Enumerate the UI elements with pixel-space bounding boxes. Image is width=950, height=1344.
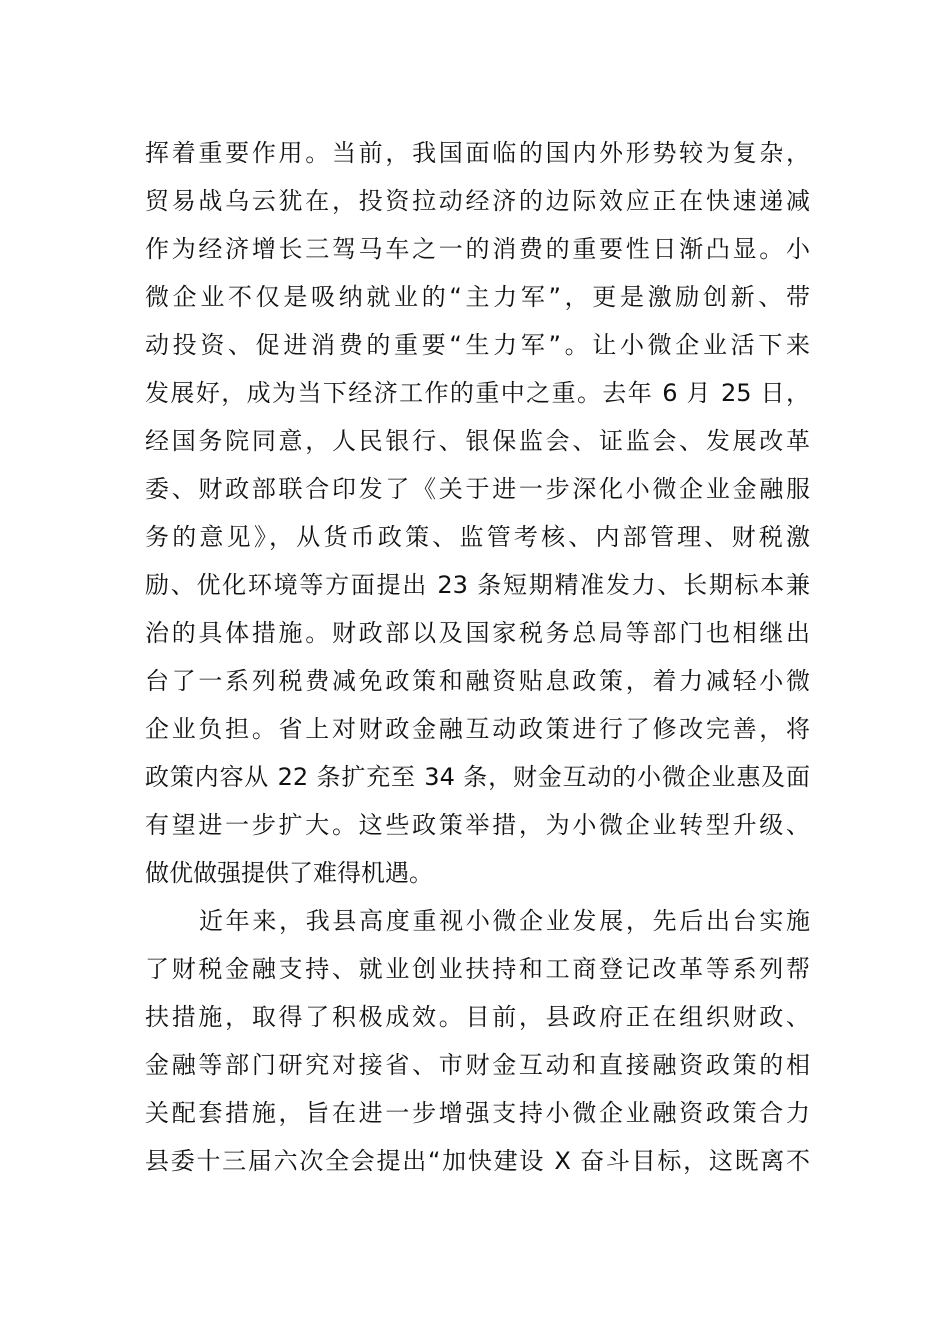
paragraph-1-line-2: 贸易战乌云犹在，投资拉动经济的边际效应正在快速递减 [145,187,810,215]
paragraph-1-line-4: 微企业不仅是吸纳就业的“主力军”，更是激励创新、带 [145,283,810,311]
paragraph-2-line-1: 近年来，我县高度重视小微企业发展，先后出台实施 [199,907,810,935]
paragraph-1-line-7: 经国务院同意，人民银行、银保监会、证监会、发展改革 [145,427,810,455]
paragraph-1-line-16: 做优做强提供了难得机遇。 [145,859,433,887]
paragraph-1-line-9: 务的意见》，从货币政策、监管考核、内部管理、财税激 [145,523,810,551]
paragraph-1-line-5: 动投资、促进消费的重要“生力军”。让小微企业活下来 [145,331,810,359]
paragraph-1-line-10: 励、优化环境等方面提出 23 条短期精准发力、长期标本兼 [145,571,810,599]
paragraph-1-line-15: 有望进一步扩大。这些政策举措，为小微企业转型升级、 [145,811,810,839]
paragraph-2-line-4: 金融等部门研究对接省、市财金互动和直接融资政策的相 [145,1051,810,1079]
paragraph-1-line-1: 挥着重要作用。当前，我国面临的国内外形势较为复杂， [145,139,810,167]
paragraph-2-line-3: 扶措施，取得了积极成效。目前，县政府正在组织财政、 [145,1003,810,1031]
paragraph-1-line-13: 企业负担。省上对财政金融互动政策进行了修改完善，将 [145,715,810,743]
paragraph-1-line-11: 治的具体措施。财政部以及国家税务总局等部门也相继出 [145,619,810,647]
paragraph-2-line-6: 县委十三届六次全会提出“加快建设 X 奋斗目标，这既离不 [145,1147,810,1175]
paragraph-2-line-5: 关配套措施，旨在进一步增强支持小微企业融资政策合力 [145,1099,810,1127]
paragraph-1-line-8: 委、财政部联合印发了《关于进一步深化小微企业金融服 [145,475,810,503]
paragraph-1-line-3: 作为经济增长三驾马车之一的消费的重要性日渐凸显。小 [145,235,810,263]
paragraph-1-line-6: 发展好，成为当下经济工作的重中之重。去年 6 月 25 日， [145,379,810,407]
paragraph-1-line-14: 政策内容从 22 条扩充至 34 条，财金互动的小微企业惠及面 [145,763,810,791]
paragraph-2-line-2: 了财税金融支持、就业创业扶持和工商登记改革等系列帮 [145,955,810,983]
paragraph-1-line-12: 台了一系列税费减免政策和融资贴息政策，着力减轻小微 [145,667,810,695]
